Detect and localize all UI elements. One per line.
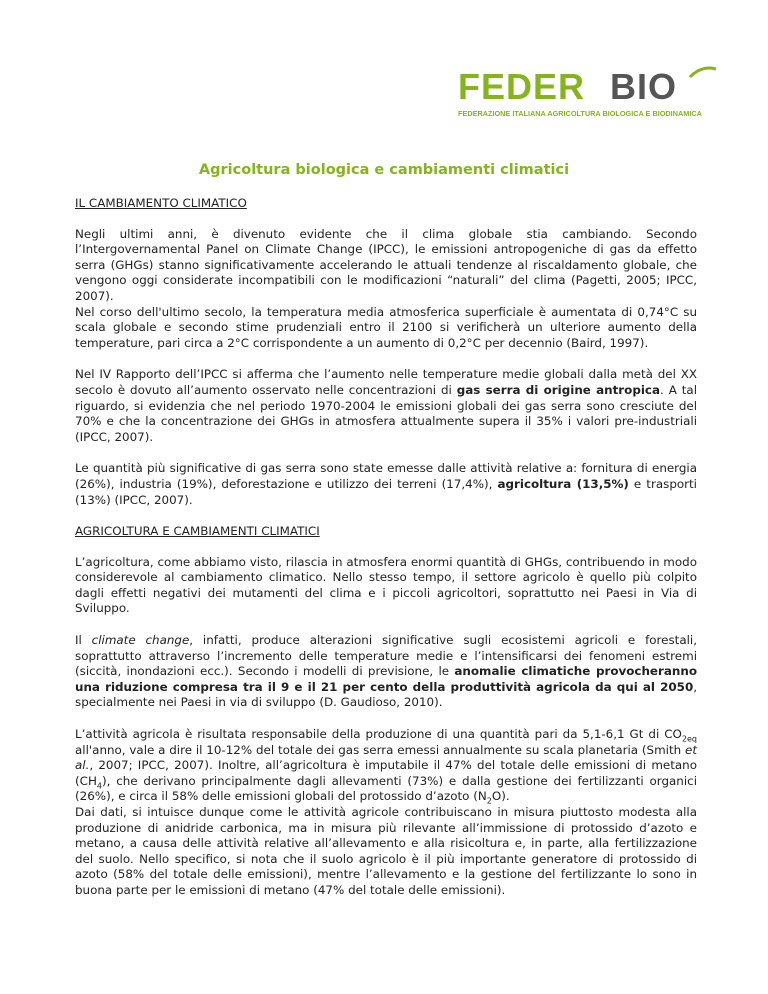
paragraph: Il climate change, infatti, produce alterazioni significative sugli ecosistemi agricoli e forestali, soprattutto attraverso l’incremento delle temperature medie e l’intensificarsi dei fenomeni estremi (siccità, inondazioni ecc.). Secondo i modelli di previsione, le anomalie climatiche provocheranno una riduzione compresa tra il 9 e il 21 per cento della produttività agricola da qui al 2050, specialmente nei Paesi in via di sviluppo (D. Gaudioso, 2010).	[75, 633, 698, 710]
paragraph: Negli ultimi anni, è divenuto evidente che il clima globale stia cambiando. Secondo l’Intergovernamental Panel on Climate Change (IPCC), le emissioni antropogeniche di gas da effetto serra (GHGs) stanno significativamente accelerando le attuali tendenze al riscaldamento globale, che vengono oggi considerate incompatibili con le modificazioni “naturali” del clima (Pagetti, 2005; IPCC, 2007).	[75, 226, 697, 303]
section-heading-cambiamento: IL CAMBIAMENTO CLIMATICO	[75, 196, 247, 210]
paragraph: Le quantità più significative di gas serra sono state emesse dalle attività relative a: fornitura di energia (26%), industria (19%), deforestazione e utilizzo dei terreni (17,4%), agricoltura (13,5%) e trasporti (13%) (IPCC, 2007).	[75, 461, 697, 507]
svg-text:FEDERAZIONE ITALIANA AGRICOLTU: FEDERAZIONE ITALIANA AGRICOLTURA BIOLOGICA E BIODINAMICA	[458, 109, 702, 118]
svg-text:BIO: BIO	[610, 66, 678, 107]
federbio-logo-graphic	[458, 63, 720, 123]
paragraph: Dai dati, si intuisce dunque come le attività agricole contribuiscano in misura piuttosto modesta alla produzione di anidride carbonica, ma in misura più rilevante all’immissione di protossido d’azoto e metano, a causa delle attività relative all’allevamento e alla risicoltura e, in parte, alla fertilizzazione del suolo. Nello specifico, si nota che il suolo agricolo è il più importante generatore di protossido di azoto (58% del totale delle emissioni), mentre l’allevamento e la gestione del fertilizzante lo sono in buona parte per le emissioni di metano (47% del totale delle emissioni).	[75, 805, 697, 897]
paragraph: Nel IV Rapporto dell’IPCC si afferma che l’aumento nelle temperature medie globali dalla metà del XX secolo è dovuto all’aumento osservato nelle concentrazioni di gas serra di origine antropica. A tal riguardo, si evidenzia che nel periodo 1970-2004 le emissioni globali dei gas serra sono cresciute del 70% e che la concentrazione dei GHGs in atmosfera attualmente supera il 35% i valori pre-industriali (IPCC, 2007).	[75, 367, 697, 444]
federbio-logo	[458, 63, 720, 123]
section-heading-agricoltura: AGRICOLTURA E CAMBIAMENTI CLIMATICI	[75, 524, 320, 539]
document-body	[75, 196, 697, 915]
document-title: Agricoltura biologica e cambiamenti climatici	[198, 162, 570, 178]
paragraph: L’agricoltura, come abbiamo visto, rilascia in atmosfera enormi quantità di GHGs, contribuendo in modo considerevole al cambiamento climatico. Nello stesso tempo, il settore agricolo è quello più colpito dagli effetti negativi dei mutamenti del clima e i piccoli agricoltori, soprattutto nei Paesi in Via di Sviluppo.	[75, 554, 697, 616]
svg-text:FEDER: FEDER	[458, 66, 586, 107]
paragraph: Nel corso dell'ultimo secolo, la temperatura media atmosferica superficiale è aumentata di 0,74°C su scala globale e secondo stime prudenziali entro il 2100 si verificherà un ulteriore aumento della temperature, pari circa a 2°C corrispondente a un aumento di 0,2°C per decennio (Baird, 1997).	[75, 304, 697, 350]
paragraph: L’attività agricola è risultata responsabile della produzione di una quantità pari da 5,1-6,1 Gt di $CO_{2eq}$ all'anno, vale a dire il 10-12% del totale dei gas serra emessi annualmente su scala planetaria (Smith et al., 2007; IPCC, 2007). Inoltre, all’agricoltura è imputabile il 47% del totale delle emissioni di metano $(CH_4)$, che derivano principalmente dagli allevamenti (73%) e dalla gestione dei fertilizzanti organici (26%), e circa il 58% delle emissioni globali del protossido d’azoto $(N_2O)$.	[75, 727, 697, 806]
